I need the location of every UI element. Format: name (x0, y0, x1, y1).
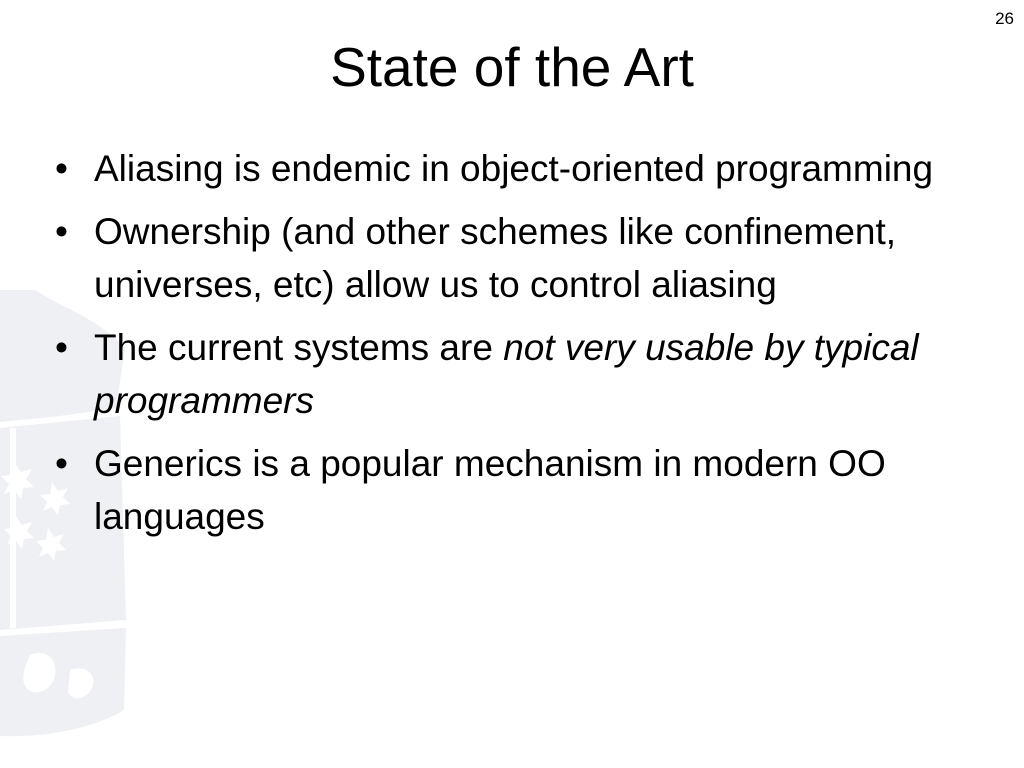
bullet-item (0, 321, 1000, 427)
slide-title: State of the Art (330, 36, 694, 98)
bullet-item (0, 437, 1000, 543)
bullet-item (0, 205, 1000, 311)
bullet-list (0, 142, 1000, 553)
bullet-text: The current systems are (94, 327, 504, 368)
bullet-text: Generics is a popular mechanism in modern OO languages (94, 443, 886, 537)
bullet-emphasis: not very usable by typical programmers (94, 327, 919, 421)
bullet-text: Aliasing is endemic in object-oriented programming (94, 148, 934, 189)
bullet-text: Ownership (and other schemes like confinement, universes, etc) allow us to control aliasing (94, 211, 897, 305)
slide-number: 26 (995, 9, 1014, 28)
bullet-item (0, 142, 1000, 195)
